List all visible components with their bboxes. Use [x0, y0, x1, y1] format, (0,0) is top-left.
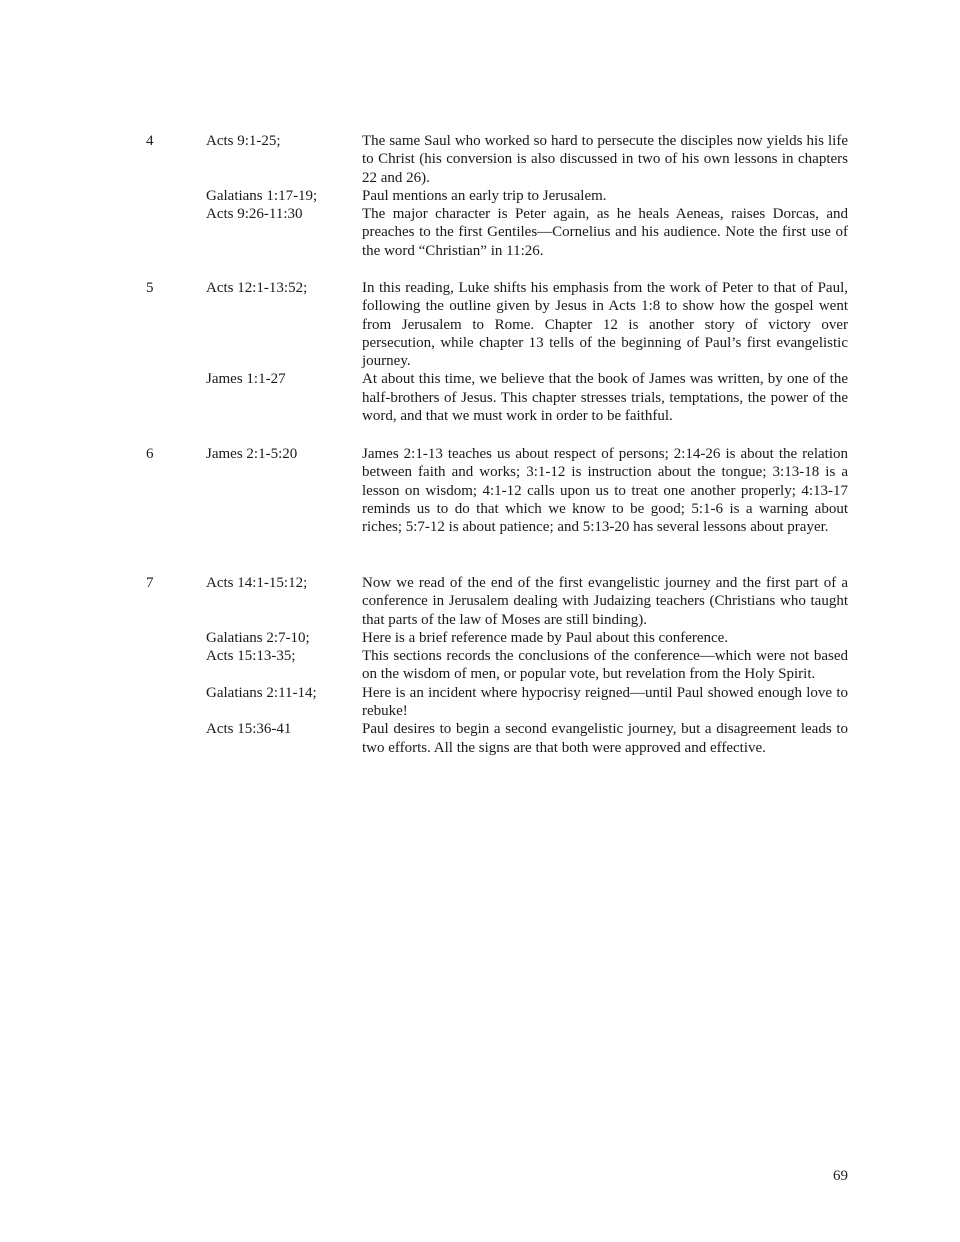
reading-description: Paul desires to begin a second evangelistic journey, but a disagreement leads to two efforts. All the signs are that both were approved and effective.	[362, 721, 848, 756]
reading-entry	[0, 684, 960, 721]
reading-description: Paul mentions an early trip to Jerusalem.	[362, 187, 607, 204]
reading-entry	[0, 279, 960, 370]
reading-entry	[0, 205, 960, 260]
scripture-reference: Acts 12:1-13:52;	[206, 280, 308, 296]
reading-description: Here is an incident where hypocrisy reigned—until Paul showed enough love to rebuke!	[362, 684, 848, 720]
reading-description: In this reading, Luke shifts his emphasis from the work of Peter to that of Paul, following the outline given by Jesus in Acts 1:8 to show how the gospel went from Jerusalem to Rome. Chapter 12 is another story of victory over persecution, while chapter 13 tells of the beginning of Paul’s first evangelistic journey.	[362, 280, 848, 370]
scripture-reference: Galatians 2:11-14;	[206, 684, 317, 701]
reading-description: This sections records the conclusions of the conference—which were not based on the wisdom of men, or popular vote, but revelation from the Holy Spirit.	[362, 648, 848, 683]
reading-entry	[0, 370, 960, 425]
reading-description: The major character is Peter again, as he heals Aeneas, raises Dorcas, and preaches to the first Gentiles—Cornelius and his audience. Note the first use of the word “Christian” in 11:26.	[362, 206, 848, 259]
reading-entry	[0, 132, 960, 187]
lesson-4	[0, 132, 960, 260]
reading-entry	[0, 629, 960, 647]
lesson-number: 4	[146, 133, 154, 149]
reading-entry	[0, 574, 960, 629]
reading-description: Now we read of the end of the first evangelistic journey and the first part of a conference in Jerusalem dealing with Judaizing teachers (Christians who taught that parts of the law of Moses are still binding).	[362, 575, 848, 628]
scripture-reference: James 1:1-27	[206, 371, 286, 388]
reading-description: The same Saul who worked so hard to persecute the disciples now yields his life to Christ (his conversion is also discussed in two of his own lessons in chapters 22 and 26).	[362, 133, 848, 186]
lesson-7	[0, 574, 960, 757]
scripture-reference: Acts 9:26-11:30	[206, 206, 303, 223]
scripture-reference: Acts 15:36-41	[206, 721, 292, 738]
reading-entry	[0, 187, 960, 205]
scripture-reference: Acts 15:13-35;	[206, 648, 296, 665]
reading-entry	[0, 445, 960, 536]
reading-description: James 2:1-13 teaches us about respect of persons; 2:14-26 is about the relation between faith and works; 3:1-12 is instruction about the tongue; 3:13-18 is a lesson on wisdom; 4:1-12 calls upon us to treat one another properly; 4:13-17 reminds us to do that which we know to be good; 5:1-6 is a warning about riches; 5:7-12 is about patience; and 5:13-20 has several lessons about prayer.	[362, 446, 848, 536]
page-number: 69	[833, 1168, 848, 1184]
lesson-number: 5	[146, 280, 154, 296]
scripture-reference: Galatians 2:7-10;	[206, 629, 310, 646]
scripture-reference: Acts 14:1-15:12;	[206, 575, 308, 591]
lesson-5	[0, 279, 960, 425]
reading-entry	[0, 647, 960, 684]
reading-entry	[0, 720, 960, 757]
reading-description: At about this time, we believe that the book of James was written, by one of the half-brothers of Jesus. This chapter stresses trials, temptations, the power of the word, and that we must work in order to be faithful.	[362, 371, 848, 425]
scripture-reference: James 2:1-5:20	[206, 446, 298, 462]
reading-description: Here is a brief reference made by Paul about this conference.	[362, 629, 729, 646]
scripture-reference: Acts 9:1-25;	[206, 133, 281, 149]
lesson-number: 6	[146, 446, 154, 462]
lesson-6	[0, 445, 960, 536]
lesson-number: 7	[146, 575, 154, 591]
scripture-reference: Galatians 1:17-19;	[206, 187, 318, 204]
